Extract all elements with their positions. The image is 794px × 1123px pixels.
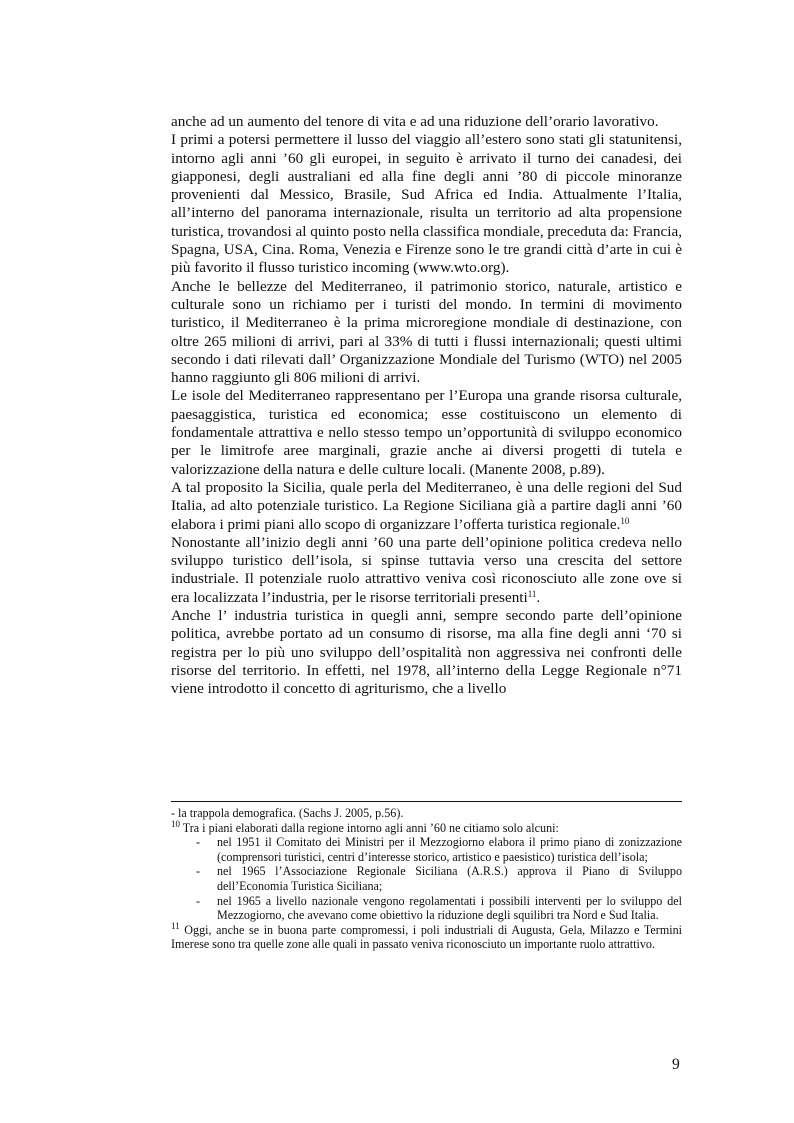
- footnote-ref-11[interactable]: 11: [527, 588, 537, 599]
- paragraph-5: [171, 479, 682, 534]
- list-item: [171, 864, 682, 893]
- footnote-carryover: - la trappola demografica. (Sachs J. 2005, p.56).: [171, 806, 404, 820]
- page-number: 9: [672, 1056, 680, 1073]
- footnote-11-number: 11: [171, 920, 180, 931]
- footnote-10: [171, 818, 682, 836]
- footnote-10-text: Tra i piani elaborati dalla regione intorno agli anni ’60 ne citiamo solo alcuni:: [180, 820, 559, 835]
- paragraph-5-text: A tal proposito la Sicilia, quale perla del Mediterraneo, è una delle regioni del Sud Italia, ad alto potenziale turistico. La Regione Siciliana già a partire dagli anni ’60 elabora i primi piani allo scopo di organizzare l’offerta turistica regionale.: [171, 478, 682, 533]
- paragraph-6: [171, 534, 682, 607]
- footnote-separator: [171, 801, 682, 802]
- paragraph-6-end: .: [536, 588, 541, 606]
- bullet-dash: -: [196, 835, 201, 850]
- body-text: [171, 113, 682, 699]
- paragraph-7: Anche l’ industria turistica in quegli anni, sempre secondo parte dell’opinione politica, avrebbe portato ad un consumo di risorse, ma alla fine degli anni ‘70 si registra per lo più uno sviluppo dell’ospitalità non aggressiva nei confronti delle risorse del territorio. In effetti, nel 1978, all’interno della Legge Regionale n°71 viene introdotto il concetto di agriturismo, che a livello: [171, 607, 682, 698]
- footnote-ref-10[interactable]: 10: [620, 515, 630, 526]
- footnote-10-number: 10: [171, 818, 180, 829]
- list-item-text: nel 1965 a livello nazionale vengono regolamentati i possibili interventi per lo sviluppo del Mezzogiorno, che avevano come obiettivo la riduzione degli squilibri tra Nord e Sud Italia.: [217, 893, 682, 923]
- footnote-11: [171, 920, 682, 952]
- footnote-11-text: Oggi, anche se in buona parte compromessi, i poli industriali di Augusta, Gela, Milazzo e Termini Imerese sono tra quelle zone alle quali in passato veniva riconosciuto un importante ruolo attrattivo.: [171, 922, 682, 952]
- list-item-text: nel 1951 il Comitato dei Ministri per il Mezzogiorno elabora il primo piano di zonizzazione (comprensori turistici, centri d’interesse storico, artistico e paesistico) turistica dell’isola;: [217, 835, 682, 864]
- paragraph-2: I primi a potersi permettere il lusso del viaggio all’estero sono stati gli statunitensi, intorno agli anni ’60 gli europei, in seguito è arrivato il turno dei canadesi, dei giapponesi, degli australiani ed alla fine degli anni ’80 di piccole minoranze provenienti dal Messico, Brasile, Sud Africa ed India. Attualmente l’Italia, all’interno del panorama internazionale, risulta un territorio ad alta propensione turistica, trovandosi al quinto posto nella classifica mondiale, preceduta da: Francia, Spagna, USA, Cina. Roma, Venezia e Firenze sono le tre grandi città d’arte in cui è più favorito il flusso turistico incoming (www.wto.org).: [171, 131, 682, 277]
- paragraph-6-text: Nonostante all’inizio degli anni ’60 una parte dell’opinione politica credeva nello sviluppo turistico dell’isola, si spinse tuttavia verso una crescita del settore industriale. Il potenziale ruolo attrattivo veniva così riconosciuto alle zone ove si era localizzata l’industria, per le risorse territoriali presenti: [171, 533, 682, 606]
- footnotes: [171, 806, 682, 952]
- list-item: [171, 835, 682, 864]
- list-item: [171, 894, 682, 923]
- bullet-dash: -: [196, 893, 201, 908]
- paragraph-4: Le isole del Mediterraneo rappresentano per l’Europa una grande risorsa culturale, paesaggistica, turistica ed economica; esse costituiscono un elemento di fondamentale attrattiva e nello stesso tempo un’opportunità di sviluppo economico per le limitrofe aree marginali, grazie anche ai diversi progetti di tutela e valorizzazione della natura e delle culture locali. (Manente 2008, p.89).: [171, 387, 682, 478]
- bullet-dash: -: [196, 864, 201, 879]
- footnote-10-list: [171, 835, 682, 923]
- paragraph-3: Anche le bellezze del Mediterraneo, il patrimonio storico, naturale, artistico e culturale sono un richiamo per i turisti del mondo. In termini di movimento turistico, il Mediterraneo è la prima microregione mondiale di destinazione, con oltre 265 milioni di arrivi, pari al 33% di tutti i flussi internazionali; questi ultimi secondo i dati rilevati dall’ Organizzazione Mondiale del Turismo (WTO) nel 2005 hanno raggiunto gli 806 milioni di arrivi.: [171, 277, 682, 387]
- paragraph-1: anche ad un aumento del tenore di vita e ad una riduzione dell’orario lavorativo.: [171, 113, 659, 130]
- list-item-text: nel 1965 l’Associazione Regionale Siciliana (A.R.S.) approva il Piano di Sviluppo dell’Economia Turistica Siciliana;: [217, 864, 682, 893]
